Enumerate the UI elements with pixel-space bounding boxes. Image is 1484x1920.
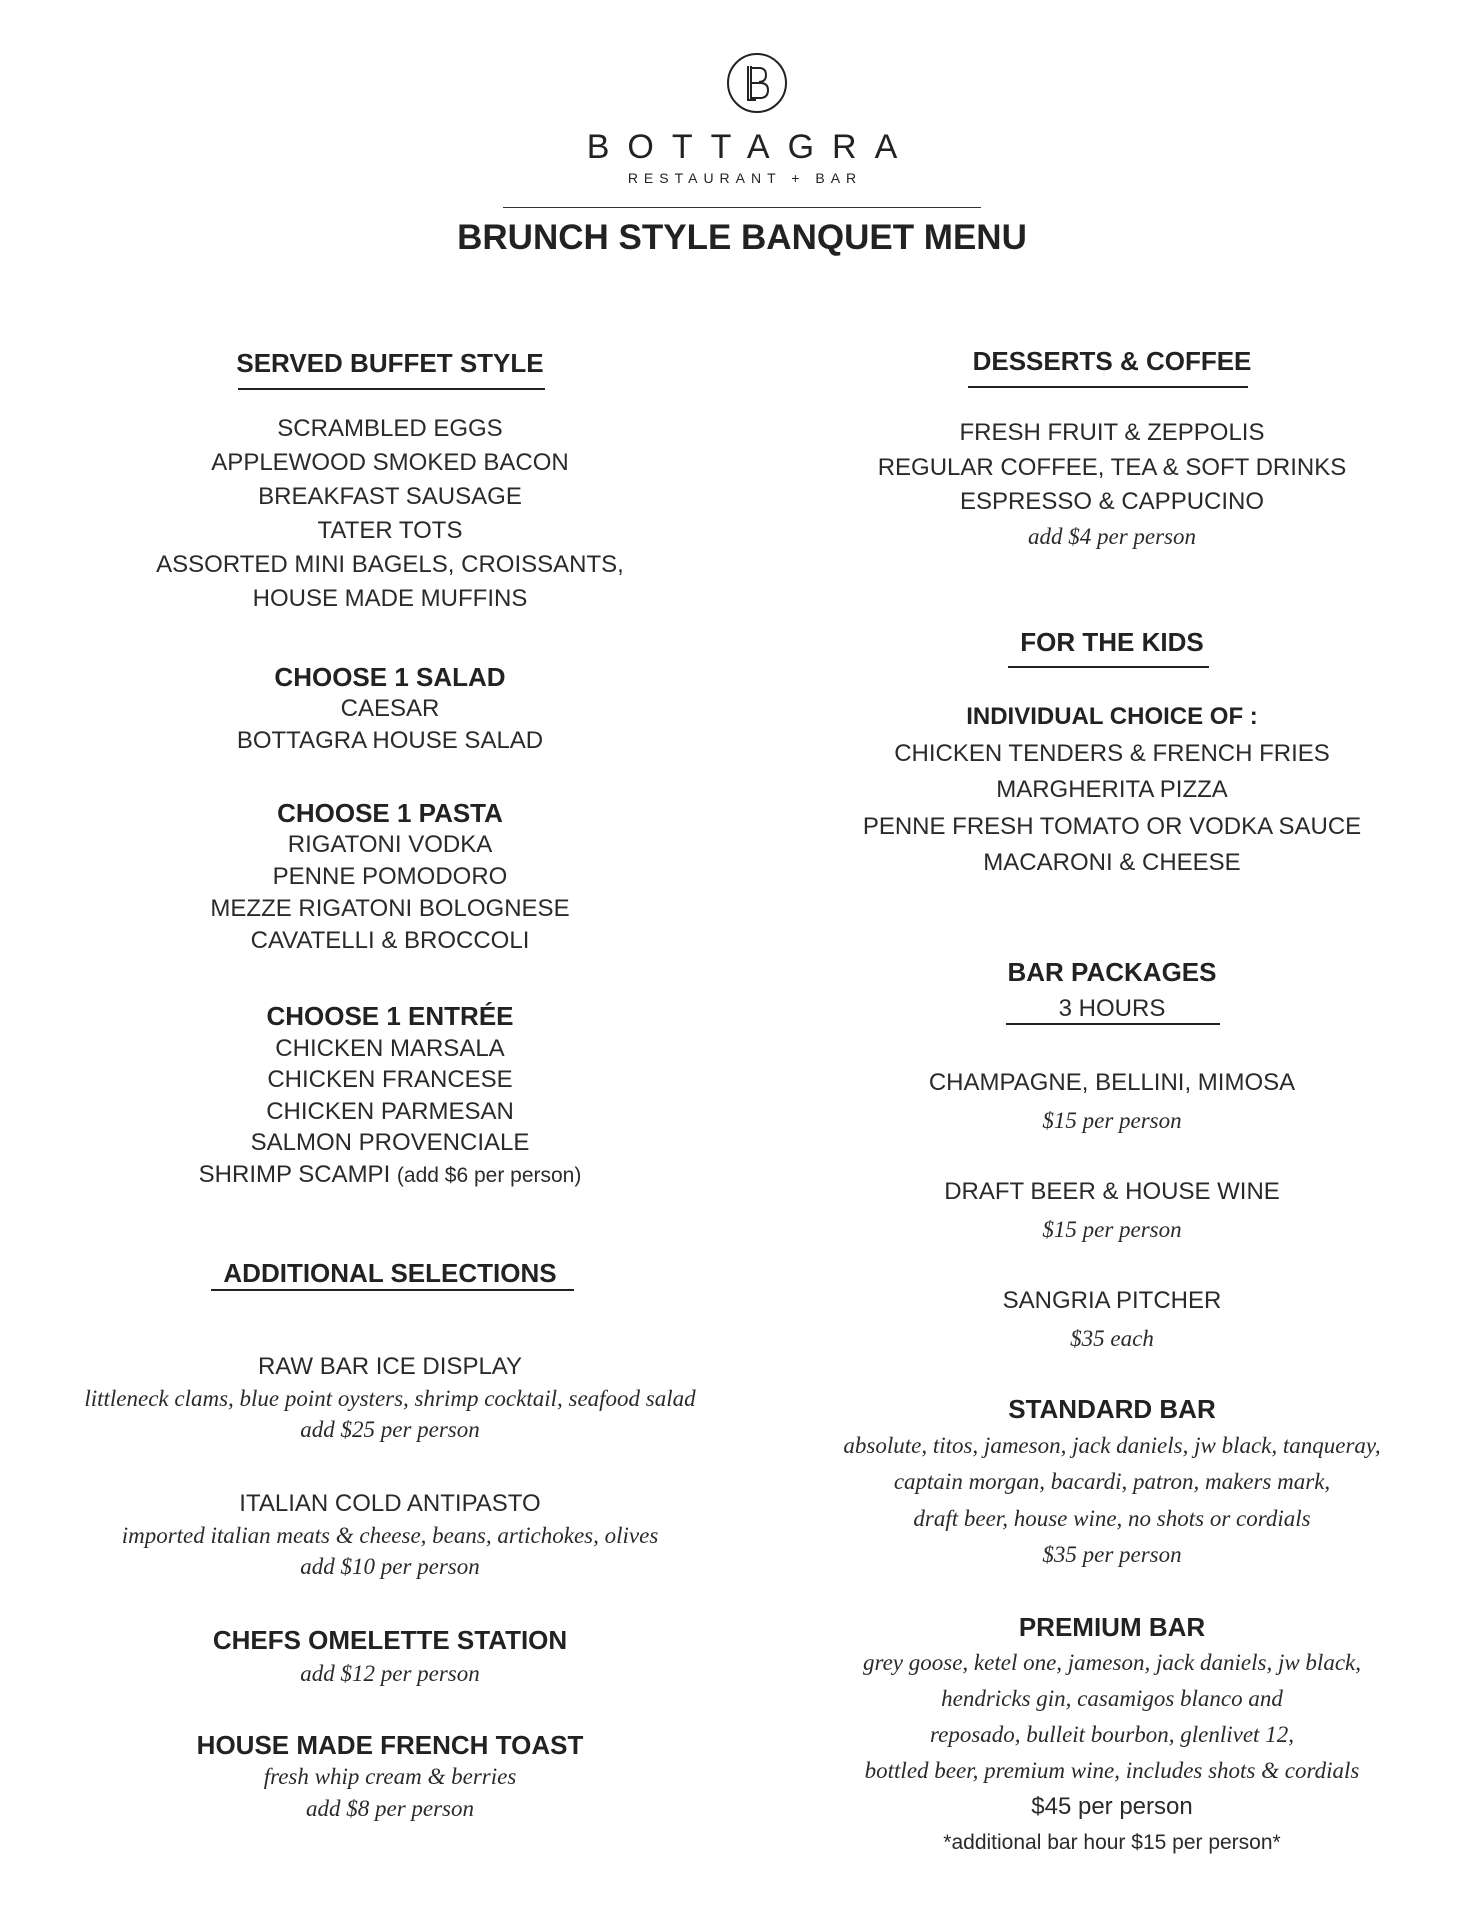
price-note: add $4 per person: [1027, 523, 1197, 549]
item-price: $15 per person: [1042, 1217, 1182, 1242]
item-price: $35 each: [1070, 1326, 1154, 1351]
kids-underline: [1008, 666, 1209, 668]
buffet-items: [0, 412, 780, 616]
item-description: imported italian meats & cheese, beans, artichokes, olives: [121, 1522, 659, 1548]
item-description: absolute, titos, jameson, jack daniels, jw black, tanqueray,: [843, 1432, 1381, 1458]
menu-item: ASSORTED MINI BAGELS, CROISSANTS,: [156, 551, 624, 578]
item-name: CHEFS OMELETTE STATION: [212, 1625, 568, 1655]
menu-item: CHICKEN TENDERS & FRENCH FRIES: [894, 739, 1330, 767]
standard-bar-section: [742, 1391, 1482, 1574]
pasta-heading: CHOOSE 1 PASTA: [277, 798, 503, 828]
item-price: add $8 per person: [305, 1796, 475, 1821]
antipasto-section: [0, 1488, 780, 1583]
item-name: DRAFT BEER & HOUSE WINE: [944, 1178, 1280, 1205]
menu-item: APPLEWOOD SMOKED BACON: [211, 449, 569, 476]
additional-heading: ADDITIONAL SELECTIONS: [223, 1258, 557, 1288]
pasta-section: [0, 797, 780, 957]
menu-item: TATER TOTS: [317, 517, 463, 544]
menu-item: PENNE FRESH TOMATO OR VODKA SAUCE: [862, 812, 1362, 840]
entree-heading: CHOOSE 1 ENTRÉE: [266, 1001, 514, 1031]
price-note: (add $6 per person): [396, 1163, 582, 1187]
item-description: hendricks gin, casamigos blanco and: [941, 1686, 1283, 1711]
menu-item: ESPRESSO & CAPPUCINO: [959, 488, 1265, 515]
item-description: bottled beer, premium wine, includes shots & cordials: [864, 1758, 1360, 1783]
item-name: SANGRIA PITCHER: [1002, 1287, 1222, 1314]
bar-underline: [1006, 1023, 1220, 1025]
brand-name: BOTTAGRA: [586, 128, 916, 166]
item-price: $35 per person: [1042, 1542, 1182, 1567]
buffet-underline: [238, 388, 545, 390]
menu-item: MACARONI & CHEESE: [983, 849, 1241, 876]
salad-section: [0, 661, 780, 757]
item-price: add $12 per person: [300, 1661, 480, 1686]
menu-item: SALMON PROVENCIALE: [250, 1129, 530, 1156]
sangria-section: [742, 1282, 1482, 1358]
header-divider: [503, 207, 981, 208]
kids-items: [742, 699, 1482, 882]
menu-item: REGULAR COFFEE, TEA & SOFT DRINKS: [877, 453, 1347, 481]
additional-hour-note: *additional bar hour $15 per person*: [943, 1831, 1281, 1854]
omelette-section: [0, 1624, 780, 1690]
item-price: add $10 per person: [300, 1554, 480, 1579]
salad-heading: CHOOSE 1 SALAD: [274, 662, 506, 692]
item-description: littleneck clams, blue point oysters, shrimp cocktail, seafood salad: [84, 1385, 696, 1411]
menu-item: HOUSE MADE MUFFINS: [252, 585, 528, 612]
beer-wine-section: [742, 1173, 1482, 1249]
menu-item: CHICKEN MARSALA: [275, 1034, 505, 1062]
menu-item: CHICKEN FRANCESE: [267, 1066, 513, 1093]
bar-heading: BAR PACKAGES: [1007, 957, 1217, 987]
brand-tagline: RESTAURANT + BAR: [627, 170, 863, 186]
page-title: BRUNCH STYLE BANQUET MENU: [457, 218, 1027, 257]
item-name: CHAMPAGNE, BELLINI, MIMOSA: [928, 1069, 1296, 1096]
bar-duration: 3 HOURS: [1058, 995, 1166, 1022]
item-description: captain morgan, bacardi, patron, makers mark,: [893, 1469, 1331, 1494]
menu-item: CHICKEN PARMESAN: [266, 1097, 514, 1125]
item-price: add $25 per person: [300, 1417, 480, 1442]
menu-item: CAESAR: [340, 695, 440, 722]
item-name: RAW BAR ICE DISPLAY: [257, 1353, 523, 1380]
champagne-section: [742, 1064, 1482, 1140]
menu-item: FRESH FRUIT & ZEPPOLIS: [959, 419, 1265, 446]
menu-item: SCRAMBLED EGGS: [277, 415, 503, 442]
menu-item: SHRIMP SCAMPI (add $6 per person): [198, 1160, 582, 1188]
item-description: reposado, bulleit bourbon, glenlivet 12,: [930, 1722, 1294, 1747]
menu-item: PENNE POMODORO: [272, 863, 508, 890]
raw-bar-section: [0, 1351, 780, 1446]
item-name: HOUSE MADE FRENCH TOAST: [196, 1730, 584, 1760]
menu-item: MEZZE RIGATONI BOLOGNESE: [210, 895, 570, 922]
entree-section: [0, 1001, 780, 1191]
desserts-underline: [968, 386, 1248, 388]
kids-subheading: INDIVIDUAL CHOICE OF :: [966, 703, 1258, 730]
french-toast-section: [0, 1729, 780, 1825]
desserts-items: [742, 416, 1482, 554]
item-description: draft beer, house wine, no shots or cordials: [913, 1505, 1311, 1531]
desserts-heading: DESSERTS & COFFEE: [972, 346, 1252, 376]
menu-item: CAVATELLI & BROCCOLI: [250, 927, 530, 954]
menu-item: RIGATONI VODKA: [287, 831, 493, 858]
standard-bar-heading: STANDARD BAR: [1008, 1394, 1216, 1424]
premium-bar-heading: PREMIUM BAR: [1018, 1612, 1206, 1642]
premium-bar-section: [742, 1609, 1482, 1861]
item-name: ITALIAN COLD ANTIPASTO: [239, 1490, 541, 1517]
bottagra-logo-icon: [726, 52, 788, 114]
menu-item: BREAKFAST SAUSAGE: [258, 483, 522, 510]
kids-heading: FOR THE KIDS: [1020, 627, 1204, 657]
item-description: grey goose, ketel one, jameson, jack daniels, jw black,: [863, 1650, 1361, 1675]
item-description: fresh whip cream & berries: [263, 1764, 517, 1789]
menu-item: MARGHERITA PIZZA: [996, 776, 1228, 803]
item-price: $45 per person: [1031, 1793, 1193, 1820]
additional-underline: [211, 1289, 574, 1291]
buffet-heading: SERVED BUFFET STYLE: [236, 348, 544, 378]
menu-item: BOTTAGRA HOUSE SALAD: [236, 727, 544, 754]
item-price: $15 per person: [1042, 1108, 1182, 1133]
